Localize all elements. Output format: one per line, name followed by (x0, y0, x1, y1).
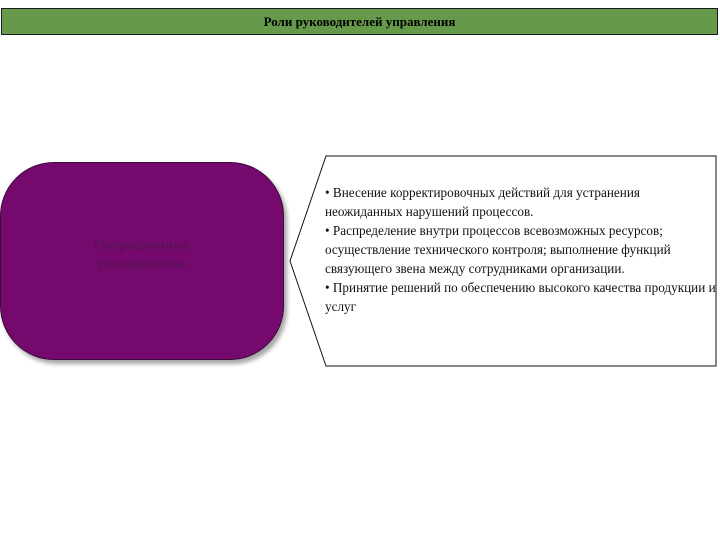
responsibility-item: • Внесение корректировочных действий для устранения неожиданных нарушений процессов. (325, 185, 640, 219)
role-label: Операционные руководители (93, 238, 191, 272)
responsibility-item: • Распределение внутри процессов всевозможных ресурсов; осуществление технического контроля; выполнение функций связующего звена между сотрудниками организации. (325, 223, 671, 276)
responsibility-item: • Принятие решений по обеспечению высокого качества продукции и услуг (325, 280, 716, 314)
slide-title: Роли руководителей управления (263, 13, 456, 29)
responsibilities-list (325, 183, 717, 316)
